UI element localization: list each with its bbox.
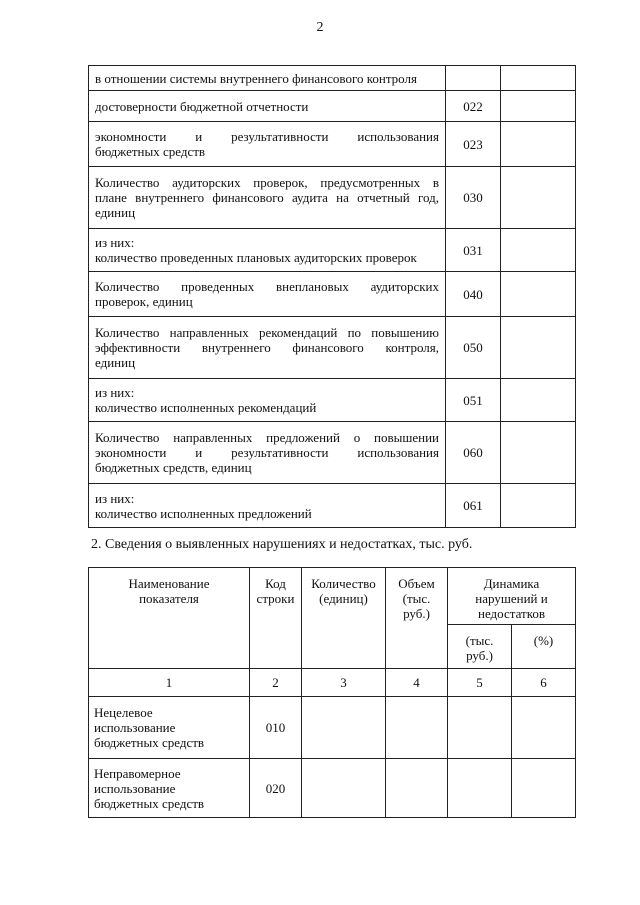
table-header-row [89, 568, 576, 625]
column-number: 2 [250, 669, 302, 697]
row-code: 050 [446, 317, 501, 379]
column-number: 5 [448, 669, 512, 697]
row-code: 020 [250, 759, 302, 818]
value-cell[interactable] [501, 379, 576, 422]
violations-table [88, 567, 576, 818]
indicator-name: Неправомерное использование бюджетных средств [89, 759, 250, 818]
table-row [89, 229, 576, 272]
indicator-description: из них: количество исполненных рекомендаций [89, 379, 446, 422]
count-cell[interactable] [302, 759, 386, 818]
table-row [89, 272, 576, 317]
table-row [89, 66, 576, 91]
row-code: 031 [446, 229, 501, 272]
volume-cell[interactable] [386, 697, 448, 759]
indicator-description: Количество направленных рекомендаций по повышению эффективности внутреннего финансового контроля, единиц [89, 317, 446, 379]
indicator-name: Нецелевое использование бюджетных средств [89, 697, 250, 759]
header-volume: Объем (тыс. руб.) [386, 568, 448, 669]
header-row-code: Код строки [250, 568, 302, 669]
header-dynamics-rub: (тыс. руб.) [448, 625, 512, 669]
header-count: Количество (единиц) [302, 568, 386, 669]
table-row [89, 422, 576, 484]
value-cell[interactable] [501, 91, 576, 122]
column-number-row [89, 669, 576, 697]
table-row [89, 379, 576, 422]
value-cell[interactable] [501, 167, 576, 229]
row-code: 060 [446, 422, 501, 484]
table-row [89, 91, 576, 122]
row-code: 022 [446, 91, 501, 122]
indicator-description: в отношении системы внутреннего финансового контроля [89, 66, 446, 91]
value-cell[interactable] [501, 122, 576, 167]
table-row [89, 317, 576, 379]
table-row [89, 697, 576, 759]
section-heading: 2. Сведения о выявленных нарушениях и недостатках, тыс. руб. [91, 537, 473, 552]
count-cell[interactable] [302, 697, 386, 759]
value-cell[interactable] [501, 66, 576, 91]
value-cell[interactable] [501, 272, 576, 317]
table-row [89, 484, 576, 528]
indicator-description: Количество направленных предложений о повышении экономности и результативности использования бюджетных средств, единиц [89, 422, 446, 484]
value-cell[interactable] [501, 422, 576, 484]
indicator-description: из них: количество исполненных предложений [89, 484, 446, 528]
header-indicator-name: Наименование показателя [89, 568, 250, 669]
header-dynamics-percent: (%) [512, 625, 576, 669]
row-code: 061 [446, 484, 501, 528]
indicator-description: достоверности бюджетной отчетности [89, 91, 446, 122]
header-dynamics: Динамика нарушений и недостатков [448, 568, 576, 625]
column-number: 3 [302, 669, 386, 697]
row-code: 023 [446, 122, 501, 167]
indicator-description: Количество проведенных внеплановых аудиторских проверок, единиц [89, 272, 446, 317]
row-code: 010 [250, 697, 302, 759]
table-row [89, 122, 576, 167]
value-cell[interactable] [501, 229, 576, 272]
value-cell[interactable] [501, 484, 576, 528]
column-number: 4 [386, 669, 448, 697]
column-number: 6 [512, 669, 576, 697]
column-number: 1 [89, 669, 250, 697]
table-row [89, 167, 576, 229]
row-code [446, 66, 501, 91]
value-cell[interactable] [501, 317, 576, 379]
dynamics-percent-cell[interactable] [512, 759, 576, 818]
audit-indicators-table [88, 65, 576, 528]
volume-cell[interactable] [386, 759, 448, 818]
dynamics-rub-cell[interactable] [448, 697, 512, 759]
page-number: 2 [316, 20, 324, 35]
indicator-description: из них: количество проведенных плановых аудиторских проверок [89, 229, 446, 272]
row-code: 040 [446, 272, 501, 317]
table-row [89, 759, 576, 818]
row-code: 030 [446, 167, 501, 229]
dynamics-rub-cell[interactable] [448, 759, 512, 818]
indicator-description: экономности и результативности использования бюджетных средств [89, 122, 446, 167]
indicator-description: Количество аудиторских проверок, предусмотренных в плане внутреннего финансового аудита на отчетный год, единиц [89, 167, 446, 229]
dynamics-percent-cell[interactable] [512, 697, 576, 759]
row-code: 051 [446, 379, 501, 422]
